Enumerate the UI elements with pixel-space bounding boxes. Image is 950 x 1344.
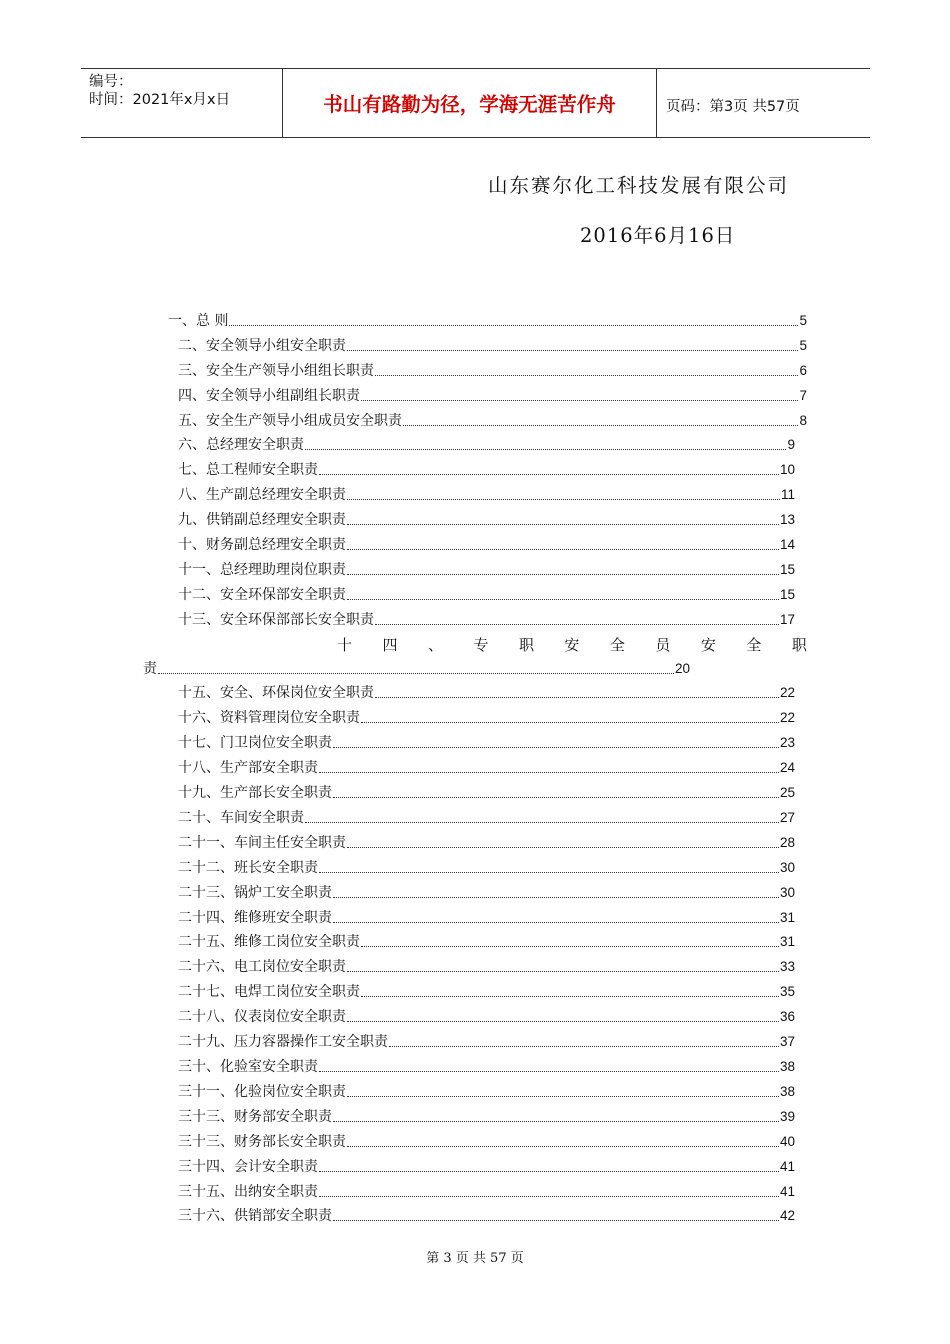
- toc-entry-page: 8: [799, 413, 807, 428]
- toc-entry-char: 四: [382, 636, 398, 654]
- toc-entry-page: 22: [779, 710, 795, 725]
- toc-entry[interactable]: [178, 708, 795, 728]
- toc-entry[interactable]: [178, 808, 795, 828]
- toc-entry[interactable]: [178, 1082, 795, 1102]
- toc-entry[interactable]: [178, 1107, 795, 1127]
- toc-entry-title: 十八、生产部安全职责: [178, 760, 318, 776]
- toc-leader-dots: [347, 548, 779, 550]
- toc-leader-dots: [319, 473, 779, 475]
- toc-leader-dots: [333, 921, 779, 923]
- toc-entry[interactable]: [178, 1132, 795, 1152]
- toc-entry[interactable]: [178, 535, 795, 555]
- toc-entry[interactable]: [178, 610, 795, 630]
- toc-entry[interactable]: [178, 1182, 795, 1202]
- toc-entry-title: 三十六、供销部安全职责: [178, 1208, 332, 1224]
- toc-leader-dots: [347, 573, 779, 575]
- toc-leader-dots: [347, 970, 779, 972]
- page-footer: 第 3 页 共 57 页: [426, 1251, 524, 1266]
- toc-entry-spread[interactable]: [337, 634, 807, 655]
- toc-entry-page: 28: [779, 835, 795, 850]
- toc-entry-page: 42: [779, 1208, 795, 1223]
- toc-entry-page: 15: [779, 587, 795, 602]
- toc-entry-title: 二十一、车间主任安全职责: [178, 835, 346, 851]
- toc-entry[interactable]: [178, 336, 807, 356]
- toc-leader-dots: [305, 448, 786, 450]
- toc-entry-page: 40: [779, 1134, 795, 1149]
- toc-leader-dots: [319, 771, 779, 773]
- toc-entry-title: 十一、总经理助理岗位职责: [178, 562, 346, 578]
- header-motto-cell: [282, 69, 657, 137]
- toc-entry-char: 专: [473, 636, 489, 654]
- toc-entry[interactable]: [178, 1032, 795, 1052]
- toc-entry-page: 13: [779, 512, 795, 527]
- toc-entry-title: 二十九、压力容器操作工安全职责: [178, 1034, 388, 1050]
- toc-entry-title: 二十七、电焊工岗位安全职责: [178, 984, 360, 1000]
- toc-entry[interactable]: [178, 733, 795, 753]
- document-time-label: 时间：2021年x月x日: [89, 92, 231, 108]
- toc-entry-page: 30: [779, 860, 795, 875]
- toc-entry-page: 31: [779, 910, 795, 925]
- toc-entry[interactable]: [178, 560, 795, 580]
- toc-entry-page: 25: [779, 785, 795, 800]
- toc-entry-page: 23: [779, 735, 795, 750]
- header-meta-cell: [81, 69, 282, 137]
- toc-entry-char: 员: [655, 636, 671, 654]
- toc-entry-page: 6: [799, 363, 807, 378]
- toc-leader-dots: [333, 896, 779, 898]
- toc-leader-dots: [375, 374, 798, 376]
- toc-entry-char: 职: [791, 636, 807, 654]
- toc-entry-page: 31: [779, 934, 795, 949]
- toc-leader-dots: [375, 696, 779, 698]
- toc-entry-title: 六、总经理安全职责: [178, 437, 304, 453]
- toc-leader-dots: [305, 821, 779, 823]
- toc-entry[interactable]: [178, 982, 795, 1002]
- toc-entry-page: 7: [799, 388, 807, 403]
- toc-entry-char: 、: [427, 636, 443, 654]
- toc-entry-title: 二十四、维修班安全职责: [178, 910, 332, 926]
- toc-entry[interactable]: [178, 386, 807, 406]
- toc-entry-page: 35: [779, 984, 795, 999]
- toc-entry-page: 11: [780, 487, 795, 502]
- toc-leader-dots: [347, 523, 779, 525]
- toc-leader-dots: [347, 598, 779, 600]
- toc-leader-dots: [319, 1170, 779, 1172]
- toc-entry-page: 5: [799, 338, 807, 353]
- toc-entry-title: 十五、安全、环保岗位安全职责: [178, 685, 374, 701]
- header-motto: 书山有路勤为径，学海无涯苦作舟: [323, 93, 616, 116]
- toc-entry-page: 41: [779, 1159, 795, 1174]
- toc-entry[interactable]: [178, 1007, 795, 1027]
- toc-entry-page: 39: [779, 1109, 795, 1124]
- toc-entry-title: 二十六、电工岗位安全职责: [178, 959, 346, 975]
- toc-entry-char: 全: [609, 636, 625, 654]
- toc-entry-title: 十九、生产部长安全职责: [178, 785, 332, 801]
- document-number-label: 编号：: [89, 74, 133, 90]
- toc-entry-title: 七、总工程师安全职责: [178, 462, 318, 478]
- toc-entry[interactable]: [178, 833, 795, 853]
- toc-entry[interactable]: [178, 510, 795, 530]
- toc-entry[interactable]: [143, 659, 690, 679]
- toc-entry[interactable]: [178, 932, 795, 952]
- toc-entry-title: 三、安全生产领导小组组长职责: [178, 363, 374, 379]
- toc-entry-title: 四、安全领导小组副组长职责: [178, 388, 360, 404]
- toc-entry[interactable]: [178, 460, 795, 480]
- toc-entry-title: 八、生产副总经理安全职责: [178, 487, 346, 503]
- toc-leader-dots: [229, 324, 798, 326]
- toc-leader-dots: [361, 399, 798, 401]
- toc-entry-char: 安: [700, 636, 716, 654]
- toc-leader-dots: [333, 1219, 779, 1221]
- toc-entry[interactable]: [168, 311, 807, 331]
- toc-leader-dots: [361, 721, 779, 723]
- toc-leader-dots: [333, 1120, 779, 1122]
- toc-entry-title: 责: [143, 660, 157, 677]
- toc-entry-title: 三十三、财务部长安全职责: [178, 1134, 346, 1150]
- toc-entry-page: 30: [779, 885, 795, 900]
- toc-entry-title: 二十二、班长安全职责: [178, 860, 318, 876]
- toc-entry-title: 三十三、财务部安全职责: [178, 1109, 332, 1125]
- toc-entry[interactable]: [178, 683, 795, 703]
- toc-entry-page: 33: [779, 959, 795, 974]
- toc-entry-page: 9: [787, 437, 795, 452]
- toc-entry-char: 安: [564, 636, 580, 654]
- toc-leader-dots: [333, 746, 779, 748]
- toc-leader-dots: [319, 871, 779, 873]
- toc-entry-title: 九、供销副总经理安全职责: [178, 512, 346, 528]
- toc-entry-page: 20: [674, 660, 690, 676]
- toc-entry-page: 22: [779, 685, 795, 700]
- toc-entry-title: 二十三、锅炉工安全职责: [178, 885, 332, 901]
- toc-entry-page: 17: [779, 612, 795, 627]
- toc-leader-dots: [347, 1095, 779, 1097]
- toc-entry-title: 十六、资料管理岗位安全职责: [178, 710, 360, 726]
- toc-entry-char: 十: [337, 636, 353, 654]
- toc-entry[interactable]: [178, 883, 795, 903]
- toc-entry-page: 15: [779, 562, 795, 577]
- toc-entry[interactable]: [178, 957, 795, 977]
- toc-entry[interactable]: [178, 783, 795, 803]
- toc-leader-dots: [375, 623, 779, 625]
- toc-entry-title: 三十四、会计安全职责: [178, 1159, 318, 1175]
- toc-entry[interactable]: [178, 361, 807, 381]
- toc-entry-title: 十三、安全环保部部长安全职责: [178, 612, 374, 628]
- toc-leader-dots: [347, 1020, 779, 1022]
- toc-entry-page: 41: [779, 1184, 795, 1199]
- toc-entry[interactable]: [178, 758, 795, 778]
- toc-entry-page: 5: [799, 313, 807, 328]
- toc-leader-dots: [347, 498, 780, 500]
- toc-entry-title: 二十五、维修工岗位安全职责: [178, 934, 360, 950]
- toc-entry-page: 10: [779, 462, 795, 477]
- toc-leader-dots: [333, 796, 779, 798]
- toc-entry-char: 全: [746, 636, 762, 654]
- toc-entry[interactable]: [178, 1057, 795, 1077]
- toc-leader-dots: [361, 945, 779, 947]
- toc-leader-dots: [347, 846, 779, 848]
- toc-entry-page: 38: [779, 1059, 795, 1074]
- header-page-info: 页码：第3页 共57页: [666, 99, 800, 115]
- toc-entry-page: 37: [779, 1034, 795, 1049]
- toc-entry[interactable]: [178, 858, 795, 878]
- toc-entry-title: 三十一、化验岗位安全职责: [178, 1084, 346, 1100]
- toc-entry[interactable]: [178, 411, 807, 431]
- toc-leader-dots: [347, 349, 798, 351]
- toc-entry-title: 二、安全领导小组安全职责: [178, 338, 346, 354]
- toc-entry[interactable]: [178, 908, 795, 928]
- toc-leader-dots: [319, 1070, 779, 1072]
- toc-leader-dots: [347, 1145, 779, 1147]
- document-date: 2016年6月16日: [580, 224, 736, 247]
- toc-leader-dots: [158, 672, 674, 674]
- toc-entry-page: 36: [779, 1009, 795, 1024]
- toc-entry-title: 十七、门卫岗位安全职责: [178, 735, 332, 751]
- toc-entry-page: 24: [779, 760, 795, 775]
- toc-entry[interactable]: [178, 1206, 795, 1226]
- toc-leader-dots: [319, 1195, 779, 1197]
- toc-entry-title: 五、安全生产领导小组成员安全职责: [178, 413, 402, 429]
- toc-entry[interactable]: [178, 585, 795, 605]
- toc-entry-title: 三十、化验室安全职责: [178, 1059, 318, 1075]
- toc-entry-title: 三十五、出纳安全职责: [178, 1184, 318, 1200]
- company-name: 山东赛尔化工科技发展有限公司: [488, 174, 790, 197]
- toc-entry-title: 二十八、仪表岗位安全职责: [178, 1009, 346, 1025]
- toc-leader-dots: [389, 1045, 779, 1047]
- toc-entry-page: 14: [779, 537, 795, 552]
- toc-entry-page: 38: [779, 1084, 795, 1099]
- toc-entry[interactable]: [178, 435, 795, 455]
- toc-leader-dots: [403, 424, 798, 426]
- toc-entry-title: 十、财务副总经理安全职责: [178, 537, 346, 553]
- toc-entry-char: 职: [518, 636, 534, 654]
- toc-entry[interactable]: [178, 1157, 795, 1177]
- header-page-cell: [656, 69, 870, 137]
- toc-entry-title: 一、总 则: [168, 313, 229, 329]
- page-header: [81, 68, 870, 138]
- toc-entry[interactable]: [178, 485, 795, 505]
- toc-entry-page: 27: [779, 810, 795, 825]
- toc-entry-title: 十二、安全环保部安全职责: [178, 587, 346, 603]
- toc-leader-dots: [361, 995, 779, 997]
- toc-entry-title: 二十、车间安全职责: [178, 810, 304, 826]
